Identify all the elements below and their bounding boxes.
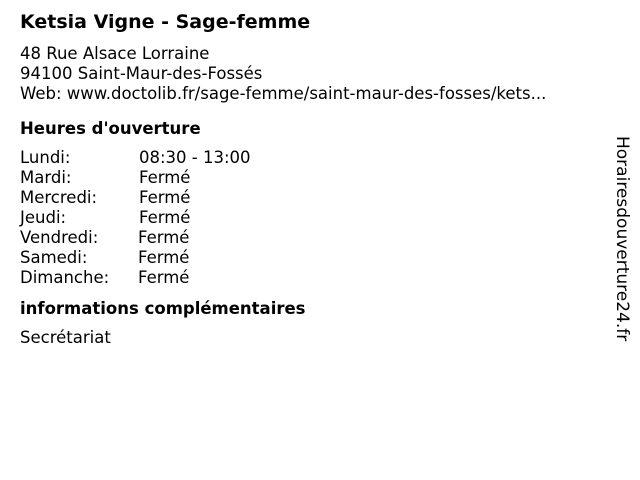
info-text: Secrétariat bbox=[20, 328, 111, 347]
day-label: Jeudi: bbox=[20, 208, 67, 227]
site-watermark: Horairesdouverture24.fr bbox=[612, 136, 632, 342]
hours-row-lundi bbox=[20, 148, 600, 168]
day-hours: Fermé bbox=[139, 168, 191, 187]
hours-row-mardi bbox=[20, 168, 600, 188]
business-card bbox=[20, 10, 600, 348]
address-city: 94100 Saint-Maur-des-Fossés bbox=[20, 64, 263, 83]
day-label: Mercredi: bbox=[20, 188, 98, 207]
hours-row-dimanche bbox=[20, 268, 600, 288]
day-hours: 08:30 - 13:00 bbox=[139, 148, 251, 167]
day-label: Dimanche: bbox=[20, 268, 110, 287]
day-label: Samedi: bbox=[20, 248, 88, 267]
website-link[interactable]: Web: www.doctolib.fr/sage-femme/saint-maur-des-fosses/kets... bbox=[20, 84, 547, 103]
opening-hours-list bbox=[20, 148, 600, 288]
hours-row-jeudi bbox=[20, 208, 600, 228]
info-heading: informations complémentaires bbox=[20, 299, 306, 318]
hours-row-samedi bbox=[20, 248, 600, 268]
day-hours: Fermé bbox=[138, 228, 190, 247]
day-hours: Fermé bbox=[139, 208, 191, 227]
day-label: Vendredi: bbox=[20, 228, 99, 247]
day-hours: Fermé bbox=[139, 188, 191, 207]
address-street: 48 Rue Alsace Lorraine bbox=[20, 44, 210, 63]
address-block bbox=[20, 44, 600, 104]
hours-row-vendredi bbox=[20, 228, 600, 248]
hours-heading: Heures d'ouverture bbox=[20, 119, 201, 138]
day-label: Lundi: bbox=[20, 148, 71, 167]
hours-row-mercredi bbox=[20, 188, 600, 208]
day-hours: Fermé bbox=[138, 268, 190, 287]
day-hours: Fermé bbox=[138, 248, 190, 267]
page-title: Ketsia Vigne - Sage-femme bbox=[20, 11, 311, 33]
day-label: Mardi: bbox=[20, 168, 72, 187]
